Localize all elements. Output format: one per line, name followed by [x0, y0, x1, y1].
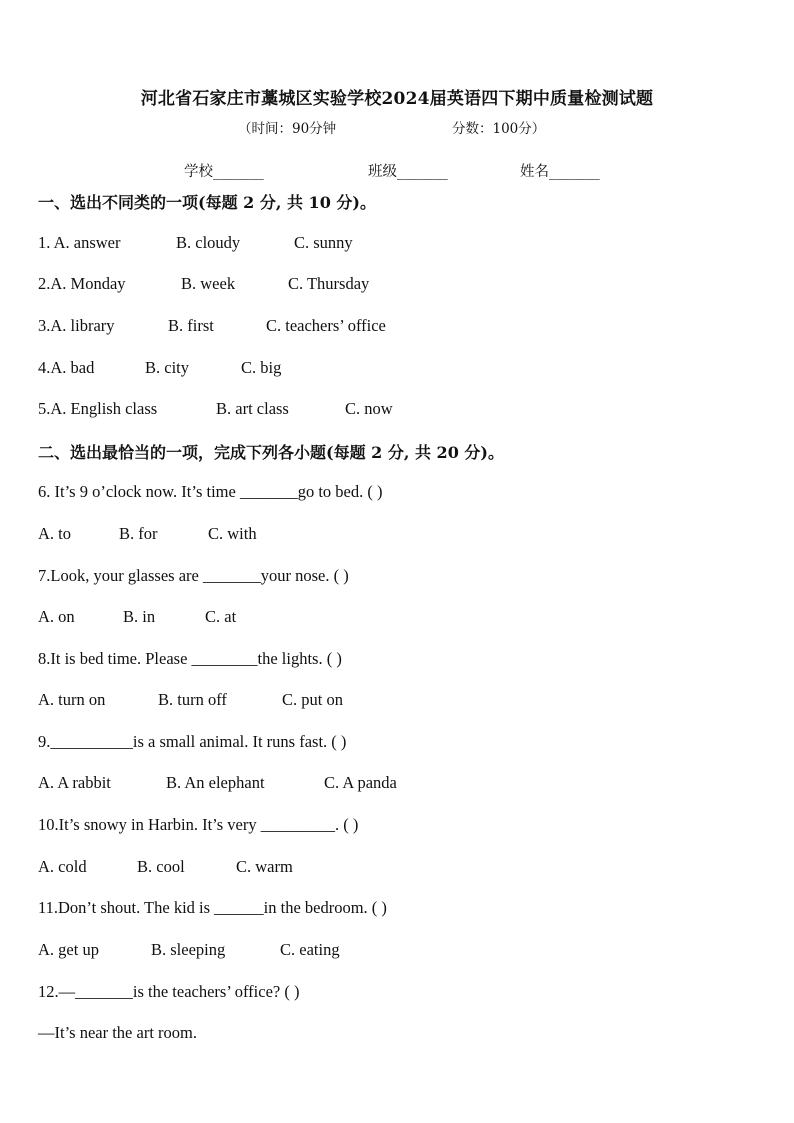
question-options: [38, 857, 293, 877]
option-b: B. cool: [137, 857, 185, 876]
option-a: 1. A. answer: [38, 233, 121, 252]
option-b: B. turn off: [158, 690, 227, 709]
option-c: C. put on: [282, 690, 343, 709]
option-c: C. with: [208, 524, 257, 543]
question-options: [38, 524, 257, 544]
option-b: B. art class: [216, 399, 289, 418]
question-row: [38, 399, 393, 419]
option-c: C. warm: [236, 857, 293, 876]
option-a: A. cold: [38, 857, 87, 876]
question-row: [38, 274, 369, 294]
option-a: 4.A. bad: [38, 358, 95, 377]
option-a: 3.A. library: [38, 316, 115, 335]
option-a: 2.A. Monday: [38, 274, 126, 293]
option-b: B. first: [168, 316, 214, 335]
question-stem: 9.__________is a small animal. It runs fast. ( ): [38, 732, 347, 751]
option-c: C. A panda: [324, 773, 397, 792]
option-c: C. big: [241, 358, 282, 377]
question-row: [38, 316, 386, 336]
option-c: C. eating: [280, 940, 340, 959]
exam-title: 河北省石家庄市藁城区实验学校2024届英语四下期中质量检测试题: [140, 89, 654, 109]
option-b: B. week: [181, 274, 236, 293]
name-field-label: 姓名_______: [520, 164, 600, 180]
question-stem: 11.Don’t shout. The kid is ______in the bedroom. ( ): [38, 898, 387, 917]
question-options: [38, 607, 236, 627]
option-c: C. sunny: [294, 233, 353, 252]
question-stem: 8.It is bed time. Please ________the lights. ( ): [38, 649, 342, 668]
question-row: [38, 358, 281, 378]
dialogue-answer: —It’s near the art room.: [38, 1023, 197, 1042]
option-b: B. sleeping: [151, 940, 226, 959]
question-options: [38, 773, 397, 793]
option-a: A. on: [38, 607, 75, 626]
question-stem: 10.It’s snowy in Harbin. It’s very _________. ( ): [38, 815, 359, 834]
option-a: A. to: [38, 524, 71, 543]
option-c: C. Thursday: [288, 274, 370, 293]
question-options: [38, 690, 343, 710]
option-b: B. An elephant: [166, 773, 265, 792]
option-b: B. for: [119, 524, 158, 543]
option-a: A. A rabbit: [38, 773, 111, 792]
question-stem: 12.—_______is the teachers’ office? ( ): [38, 982, 300, 1001]
option-c: C. now: [345, 399, 393, 418]
option-a: A. get up: [38, 940, 99, 959]
option-b: B. in: [123, 607, 156, 626]
option-c: C. at: [205, 607, 237, 626]
school-field-label: 学校_______: [184, 164, 264, 180]
question-stem: 6. It’s 9 o’clock now. It’s time _______go to bed. ( ): [38, 482, 383, 501]
question-options: [38, 940, 340, 960]
section-2-heading: 二、选出最恰当的一项，完成下列各小题(每题 2 分, 共 20 分)。: [38, 443, 504, 462]
section-1-heading: 一、选出不同类的一项(每题 2 分, 共 10 分)。: [38, 193, 376, 212]
option-b: B. city: [145, 358, 189, 377]
exam-score: 分数：100分）: [452, 121, 546, 137]
option-c: C. teachers’ office: [266, 316, 386, 335]
question-stem: 7.Look, your glasses are _______your nose. ( ): [38, 566, 349, 585]
question-row: [38, 233, 353, 253]
option-a: A. turn on: [38, 690, 106, 709]
option-b: B. cloudy: [176, 233, 241, 252]
option-a: 5.A. English class: [38, 399, 158, 418]
exam-time: （时间：90分钟: [238, 121, 337, 137]
class-field-label: 班级_______: [368, 164, 448, 180]
